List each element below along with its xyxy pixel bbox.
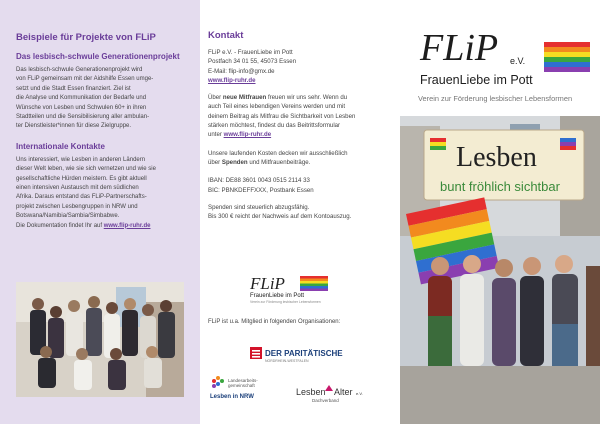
svg-text:DER PARITÄTISCHE: DER PARITÄTISCHE [265, 349, 343, 358]
section-text-international: Uns interessiert, wie Lesben in anderen Ländern dieser Welt leben, wie sie sich vernetzen und wie sie gesellschaftliche Hürden meistern. Es gibt aktuell einen intensiven Austausch mit dem südlichen Afrika. Daraus entstand das FLiP-Partnerschafts- projekt zwischen Lesbengruppen in NRW und Botswana/Namibia/Sambia/Simbabwe. Die Dokumentation findet Ihr auf www.flip-ruhr.de [16, 156, 156, 229]
svg-text:e.V.: e.V. [356, 391, 363, 396]
svg-text:FLiP: FLiP [420, 28, 499, 69]
section-heading-generationen: Das lesbisch-schwule Generationenprojekt [16, 52, 180, 61]
svg-text:Lesben: Lesben [296, 387, 326, 397]
svg-text:Verein zur Förderung lesbische: Verein zur Förderung lesbischer Lebensformen [250, 300, 321, 304]
tax-note: Spenden sind steuerlich abzugsfähig. Bis 300 € reicht der Nachweis auf dem Kontoauszug. [208, 203, 352, 221]
section-text-generationen: Das lesbisch-schwule Generationenprojekt wird von FLiP gemeinsam mit der Aidshilfe Essen umge- setzt und die Stadt Essen finanziert. Ziel ist die Analyse und Kommunikation der Bedarfe und Wünsche von Lesben und Schwulen 60+ in ihren Stadtteilen und die Sensibilisierung aller ambulan- ter Dienstleister*innen für diese Zielgruppe. [16, 67, 154, 130]
flip-logo-small [242, 272, 352, 306]
svg-text:NORDRHEIN-WESTFALEN: NORDRHEIN-WESTFALEN [265, 359, 309, 363]
banner-line2: bunt fröhlich sichtbar [440, 179, 560, 194]
org-logo-paritaetische [248, 344, 358, 366]
svg-text:gemeinschaft: gemeinschaft [228, 383, 255, 388]
membership-orgs-text: FLiP ist u.a. Mitglied in folgenden Organisationen: [208, 319, 341, 325]
website-link-contact[interactable]: www.flip-ruhr.de [208, 76, 256, 84]
demo-photo [400, 116, 600, 424]
contact-address: FLiP e.V. - FrauenLiebe im Pott Postfach 34 01 55, 45073 Essen E-Mail: flip-info@gmx.de www.flip-ruhr.de [208, 48, 388, 85]
left-title: Beispiele für Projekte von FLiP [16, 32, 156, 43]
donation-text: Unsere laufenden Kosten decken wir ausschließlich über Spenden und Mitfrauenbeiträge. [208, 149, 348, 166]
tagline: Verein zur Förderung lesbischer Lebensformen [418, 94, 573, 103]
bank-details: IBAN: DE88 3601 0043 0515 2114 33 BIC: PBNKDEFFXXX, Postbank Essen [208, 177, 314, 194]
svg-text:Alter: Alter [334, 387, 353, 397]
middle-panel [200, 0, 400, 424]
flip-logo [416, 28, 592, 102]
svg-text:Lesben in NRW: Lesben in NRW [210, 394, 254, 400]
website-link-form[interactable]: www.flip-ruhr.de [223, 131, 272, 139]
org-logo-lag-lesben-nrw [208, 374, 288, 404]
svg-text:e.V.: e.V. [510, 56, 526, 66]
banner-line1: Lesben [456, 142, 537, 173]
right-panel [400, 0, 600, 424]
section-heading-international: Internationale Kontakte [16, 141, 105, 151]
group-photo [16, 282, 184, 397]
svg-text:Landesarbeits-: Landesarbeits- [228, 378, 258, 383]
svg-text:FrauenLiebe im Pott: FrauenLiebe im Pott [250, 293, 305, 299]
svg-text:FrauenLiebe im Pott: FrauenLiebe im Pott [420, 73, 533, 87]
svg-text:FLiP: FLiP [250, 274, 285, 293]
svg-text:Dachverband: Dachverband [312, 398, 339, 403]
website-link-left[interactable]: www.flip-ruhr.de [103, 222, 151, 229]
contact-title: Kontakt [208, 30, 244, 41]
org-logo-lesben-und-alter [292, 381, 392, 407]
membership-text: Über neue Mitfrauen freuen wir uns sehr. Wenn du auch Teil eines lebendigen Vereins werden und mit deinem Beitrag als Mitfrau die Sichtbarkeit von Lesben stärken möchtest, findest du das Beitrittsformular unter www.flip-ruhr.de [208, 94, 356, 139]
